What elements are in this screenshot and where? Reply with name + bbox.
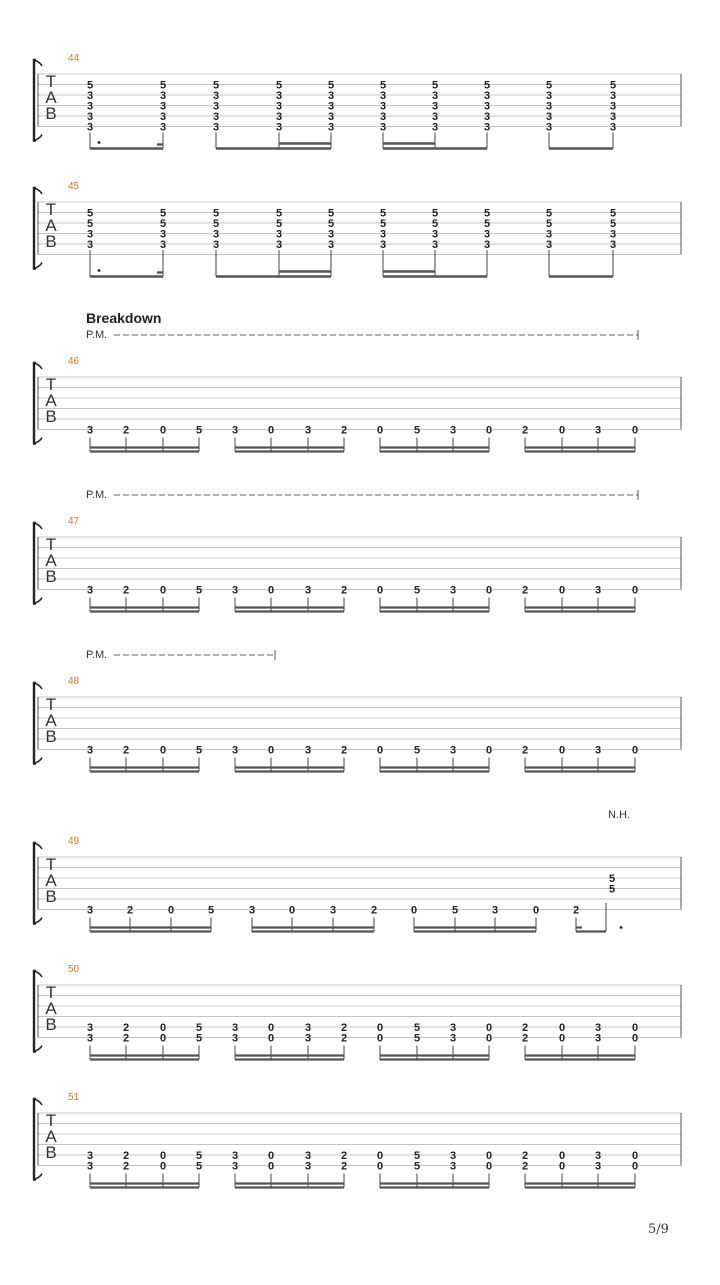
fret-number: 3 — [483, 228, 491, 241]
fret-number: 5 — [413, 424, 421, 437]
section-title: Breakdown — [86, 310, 162, 326]
fret-number: 3 — [594, 1032, 602, 1045]
fret-number: 0 — [159, 1022, 167, 1034]
tab-system-46 — [34, 310, 681, 452]
fret-number: 3 — [304, 1022, 312, 1034]
fret-number: 3 — [483, 111, 491, 123]
fret-number: 5 — [483, 218, 491, 230]
fret-number: 2 — [122, 1160, 130, 1173]
fret-number: 5 — [431, 79, 439, 92]
fret-number: 0 — [631, 1160, 639, 1173]
fret-number: 2 — [521, 1022, 529, 1034]
fret-number: 2 — [122, 584, 130, 597]
fret-number: 0 — [485, 1032, 493, 1045]
fret-number: 3 — [327, 239, 335, 251]
fret-number: 3 — [379, 228, 387, 241]
system-bracket — [34, 1099, 36, 1180]
tab-system-45 — [34, 181, 681, 277]
dot — [620, 926, 623, 929]
fret-number: 3 — [212, 228, 220, 241]
fret-number: 0 — [485, 1150, 493, 1162]
fret-number: 5 — [195, 1022, 203, 1034]
fret-number: 5 — [195, 424, 203, 437]
fret-number: 2 — [521, 1032, 529, 1045]
fret-number: 2 — [521, 1160, 529, 1173]
fret-number: 0 — [558, 1160, 566, 1173]
fret-number: 3 — [327, 111, 335, 123]
fret-number: 5 — [413, 1032, 421, 1045]
fret-number: 5 — [451, 904, 459, 917]
tab-clef-letter: A — [45, 999, 57, 1018]
fret-number: 3 — [594, 584, 602, 597]
system-bracket — [34, 188, 36, 269]
fret-number: 0 — [376, 1032, 384, 1045]
fret-number: 3 — [86, 1032, 94, 1045]
fret-number: 3 — [212, 100, 220, 113]
fret-number: 3 — [86, 121, 94, 134]
fret-number: 3 — [159, 239, 167, 251]
tab-clef-letter: B — [45, 1143, 57, 1162]
measure-number: 46 — [68, 356, 80, 367]
fret-number: 3 — [304, 1160, 312, 1173]
fret-number: 0 — [376, 1160, 384, 1173]
fret-number: 3 — [483, 239, 491, 251]
fret-number: 3 — [449, 744, 457, 757]
fret-number: 5 — [379, 79, 387, 92]
fret-number: 5 — [545, 207, 553, 220]
fret-number: 5 — [609, 79, 617, 92]
fret-number: 0 — [267, 1150, 275, 1162]
fret-number: 3 — [545, 239, 553, 251]
fret-number: 3 — [159, 228, 167, 241]
fret-number: 3 — [86, 1150, 94, 1162]
fret-number: 3 — [431, 111, 439, 123]
fret-number: 5 — [159, 218, 167, 230]
fret-number: 5 — [431, 218, 439, 230]
tab-clef-letter: A — [45, 711, 57, 730]
fret-number: 3 — [594, 1160, 602, 1173]
fret-number: 5 — [195, 1150, 203, 1162]
fret-number: 3 — [86, 584, 94, 597]
fret-number: 3 — [231, 424, 239, 437]
fret-number: 3 — [304, 1150, 312, 1162]
fret-number: 5 — [545, 218, 553, 230]
fret-number: 3 — [212, 90, 220, 102]
fret-number: 5 — [413, 1022, 421, 1034]
fret-number: 5 — [609, 207, 617, 220]
system-bracket — [34, 363, 36, 444]
tab-clef-letter: A — [45, 871, 57, 890]
fret-number: 5 — [327, 79, 335, 92]
fret-number: 5 — [86, 207, 94, 220]
palm-mute-label: P.M. — [86, 329, 108, 341]
fret-number: 3 — [609, 239, 617, 251]
fret-number: 5 — [483, 79, 491, 92]
fret-number: 5 — [431, 207, 439, 220]
natural-harmonic-label: N.H. — [608, 809, 630, 821]
fret-number: 3 — [86, 904, 94, 917]
fret-number: 2 — [521, 1150, 529, 1162]
fret-number: 5 — [195, 584, 203, 597]
fret-number: 3 — [304, 584, 312, 597]
fret-number: 3 — [86, 90, 94, 102]
fret-number: 3 — [545, 121, 553, 134]
fret-number: 0 — [410, 904, 418, 917]
fret-number: 3 — [609, 90, 617, 102]
fret-number: 3 — [449, 1160, 457, 1173]
fret-number: 3 — [545, 100, 553, 113]
fret-number: 3 — [483, 100, 491, 113]
system-bracket — [34, 60, 36, 141]
fret-number: 3 — [545, 228, 553, 241]
tab-clef-letter: A — [45, 1127, 57, 1146]
tab-clef-letter: B — [45, 407, 57, 426]
fret-number: 0 — [167, 904, 175, 917]
fret-number: 3 — [275, 100, 283, 113]
fret-number: 2 — [122, 744, 130, 757]
fret-number: 3 — [449, 1022, 457, 1034]
fret-number: 5 — [413, 1160, 421, 1173]
fret-number: 0 — [159, 1150, 167, 1162]
fret-number: 5 — [413, 1150, 421, 1162]
fret-number: 3 — [449, 424, 457, 437]
tab-clef-letter: T — [45, 1111, 57, 1130]
fret-number: 3 — [483, 90, 491, 102]
fret-number: 2 — [340, 1160, 348, 1173]
tab-clef-letter: B — [45, 104, 57, 123]
fret-number: 3 — [159, 90, 167, 102]
fret-number: 5 — [212, 79, 220, 92]
fret-number: 3 — [491, 904, 499, 917]
fret-number: 3 — [86, 100, 94, 113]
palm-mute-label: P.M. — [86, 649, 108, 661]
fret-number: 2 — [122, 1022, 130, 1034]
tab-clef-letter: A — [45, 551, 57, 570]
fret-number: 3 — [379, 100, 387, 113]
fret-number: 3 — [231, 1150, 239, 1162]
fret-number: 5 — [609, 218, 617, 230]
tab-clef-letter: B — [45, 232, 57, 251]
tab-system-49 — [34, 809, 681, 932]
fret-number: 2 — [340, 1022, 348, 1034]
fret-number: 3 — [379, 239, 387, 251]
system-bracket — [34, 683, 36, 764]
tab-system-48 — [34, 649, 681, 772]
fret-number: 3 — [275, 90, 283, 102]
tab-clef-letter: A — [45, 216, 57, 235]
fret-number: 3 — [545, 111, 553, 123]
fret-number: 2 — [521, 584, 529, 597]
fret-number: 3 — [594, 744, 602, 757]
fret-number: 3 — [379, 111, 387, 123]
fret-number: 3 — [431, 228, 439, 241]
fret-number: 0 — [376, 1150, 384, 1162]
fret-number: 3 — [609, 121, 617, 134]
tab-system-51 — [34, 1092, 681, 1188]
fret-number: 0 — [558, 744, 566, 757]
fret-number: 5 — [195, 1160, 203, 1173]
system-bracket — [34, 523, 36, 604]
fret-number: 3 — [594, 424, 602, 437]
page-number: 5/9 — [648, 1222, 669, 1237]
tab-clef-letter: T — [45, 855, 57, 874]
fret-number: 3 — [159, 100, 167, 113]
fret-number: 3 — [86, 744, 94, 757]
fret-number: 3 — [275, 121, 283, 134]
measure-number: 48 — [68, 676, 80, 687]
tab-clef-letter: T — [45, 200, 57, 219]
tab-clef-letter: T — [45, 695, 57, 714]
tab-clef-letter: T — [45, 535, 57, 554]
fret-number: 2 — [340, 744, 348, 757]
tab-clef-letter: A — [45, 391, 57, 410]
fret-number: 0 — [376, 1022, 384, 1034]
fret-number: 0 — [159, 424, 167, 437]
fret-number: 5 — [159, 79, 167, 92]
fret-number: 3 — [327, 90, 335, 102]
fret-number: 0 — [558, 584, 566, 597]
fret-number: 2 — [122, 424, 130, 437]
system-bracket — [34, 843, 36, 924]
dot — [98, 269, 101, 272]
fret-number: 3 — [449, 1150, 457, 1162]
fret-number: 5 — [86, 218, 94, 230]
fret-number: 3 — [275, 239, 283, 251]
fret-number: 5 — [195, 744, 203, 757]
dot — [98, 141, 101, 144]
fret-number: 3 — [449, 584, 457, 597]
fret-number: 5 — [275, 207, 283, 220]
fret-number: 3 — [304, 744, 312, 757]
fret-number: 3 — [545, 90, 553, 102]
fret-number: 2 — [122, 1032, 130, 1045]
fret-number: 0 — [485, 584, 493, 597]
measure-number: 44 — [68, 53, 80, 64]
fret-number: 3 — [609, 100, 617, 113]
fret-number: 5 — [212, 207, 220, 220]
fret-number: 3 — [609, 111, 617, 123]
fret-number: 3 — [449, 1032, 457, 1045]
fret-number: 5 — [413, 744, 421, 757]
fret-number: 0 — [159, 1032, 167, 1045]
fret-number: 0 — [376, 584, 384, 597]
fret-number: 0 — [485, 1022, 493, 1034]
tab-system-47 — [34, 489, 681, 612]
fret-number: 3 — [594, 1150, 602, 1162]
palm-mute-label: P.M. — [86, 489, 108, 501]
fret-number: 2 — [521, 424, 529, 437]
fret-number: 5 — [275, 218, 283, 230]
system-bracket — [34, 971, 36, 1052]
fret-number: 3 — [248, 904, 256, 917]
fret-number: 0 — [267, 744, 275, 757]
fret-number: 5 — [86, 79, 94, 92]
measure-number: 49 — [68, 836, 80, 847]
fret-number: 2 — [340, 1032, 348, 1045]
fret-number: 0 — [159, 584, 167, 597]
fret-number: 5 — [195, 1032, 203, 1045]
fret-number: 5 — [207, 904, 215, 917]
fret-number: 5 — [545, 79, 553, 92]
fret-number: 3 — [431, 239, 439, 251]
fret-number: 3 — [379, 121, 387, 134]
tab-clef-letter: A — [45, 88, 57, 107]
fret-number: 0 — [631, 1150, 639, 1162]
fret-number: 2 — [340, 1150, 348, 1162]
tab-system-44 — [34, 53, 681, 149]
fret-number: 3 — [275, 228, 283, 241]
fret-number: 5 — [212, 218, 220, 230]
fret-number: 3 — [86, 228, 94, 241]
fret-number: 5 — [327, 218, 335, 230]
fret-number: 3 — [327, 228, 335, 241]
tab-clef-letter: T — [45, 375, 57, 394]
fret-number: 0 — [376, 424, 384, 437]
fret-number: 0 — [631, 424, 639, 437]
tab-clef-letter: T — [45, 72, 57, 91]
fret-number: 2 — [521, 744, 529, 757]
measure-number: 51 — [68, 1092, 80, 1103]
fret-number: 3 — [159, 121, 167, 134]
fret-number: 3 — [594, 1022, 602, 1034]
tab-clef-letter: B — [45, 727, 57, 746]
fret-number: 0 — [558, 1032, 566, 1045]
fret-number: 3 — [212, 111, 220, 123]
fret-number: 5 — [327, 207, 335, 220]
harmonic-fret-number: 5 — [608, 883, 616, 896]
fret-number: 3 — [609, 228, 617, 241]
fret-number: 0 — [558, 1150, 566, 1162]
fret-number: 5 — [275, 79, 283, 92]
fret-number: 3 — [327, 121, 335, 134]
fret-number: 0 — [558, 1022, 566, 1034]
fret-number: 0 — [159, 1160, 167, 1173]
fret-number: 3 — [329, 904, 337, 917]
fret-number: 5 — [159, 207, 167, 220]
measure-number: 50 — [68, 964, 80, 975]
fret-number: 3 — [212, 121, 220, 134]
fret-number: 3 — [379, 90, 387, 102]
fret-number: 2 — [122, 1150, 130, 1162]
fret-number: 5 — [379, 218, 387, 230]
fret-number: 3 — [86, 111, 94, 123]
measure-number: 47 — [68, 516, 80, 527]
fret-number: 0 — [631, 1032, 639, 1045]
fret-number: 0 — [631, 1022, 639, 1034]
measure-number: 45 — [68, 181, 80, 192]
fret-number: 3 — [212, 239, 220, 251]
fret-number: 2 — [126, 904, 134, 917]
fret-number: 3 — [159, 111, 167, 123]
fret-number: 3 — [86, 424, 94, 437]
fret-number: 2 — [340, 424, 348, 437]
tab-system-50 — [34, 964, 681, 1060]
tab-clef-letter: B — [45, 567, 57, 586]
fret-number: 3 — [86, 1160, 94, 1173]
fret-number: 3 — [483, 121, 491, 134]
fret-number: 3 — [86, 239, 94, 251]
fret-number: 0 — [558, 424, 566, 437]
fret-number: 0 — [288, 904, 296, 917]
fret-number: 5 — [413, 584, 421, 597]
harmonic-fret-number: 5 — [608, 873, 616, 885]
fret-number: 5 — [483, 207, 491, 220]
fret-number: 3 — [327, 100, 335, 113]
fret-number: 0 — [485, 1160, 493, 1173]
fret-number: 0 — [485, 424, 493, 437]
fret-number: 0 — [267, 424, 275, 437]
fret-number: 0 — [159, 744, 167, 757]
fret-number: 3 — [231, 584, 239, 597]
fret-number: 3 — [231, 1022, 239, 1034]
fret-number: 0 — [485, 744, 493, 757]
fret-number: 5 — [379, 207, 387, 220]
fret-number: 2 — [370, 904, 378, 917]
fret-number: 3 — [231, 1032, 239, 1045]
fret-number: 0 — [267, 1160, 275, 1173]
fret-number: 3 — [431, 90, 439, 102]
tab-clef-letter: B — [45, 1015, 57, 1034]
tab-clef-letter: B — [45, 887, 57, 906]
fret-number: 0 — [376, 744, 384, 757]
fret-number: 3 — [231, 1160, 239, 1173]
fret-number: 3 — [86, 1022, 94, 1034]
fret-number: 3 — [304, 1032, 312, 1045]
fret-number: 0 — [267, 1032, 275, 1045]
fret-number: 0 — [631, 584, 639, 597]
fret-number: 0 — [532, 904, 540, 917]
fret-number: 0 — [631, 744, 639, 757]
fret-number: 0 — [267, 1022, 275, 1034]
tab-clef-letter: T — [45, 983, 57, 1002]
fret-number: 3 — [275, 111, 283, 123]
fret-number: 3 — [431, 121, 439, 134]
fret-number: 2 — [572, 904, 580, 917]
fret-number: 3 — [431, 100, 439, 113]
fret-number: 3 — [231, 744, 239, 757]
fret-number: 0 — [267, 584, 275, 597]
fret-number: 3 — [304, 424, 312, 437]
fret-number: 2 — [340, 584, 348, 597]
